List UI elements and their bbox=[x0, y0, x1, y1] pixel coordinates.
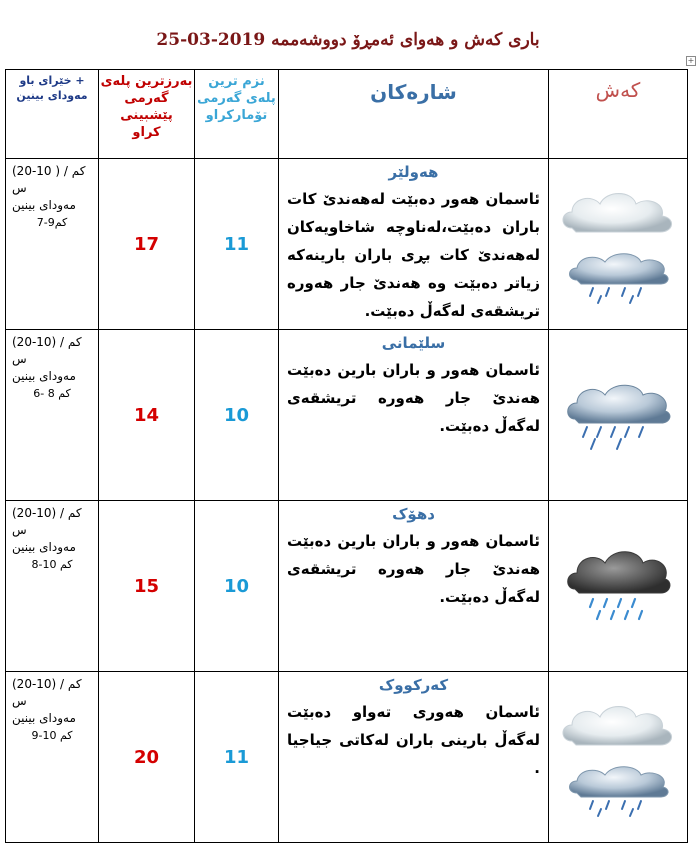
rain-cloud-icon bbox=[563, 375, 673, 455]
city-forecast-cell bbox=[279, 501, 549, 672]
table-header-row bbox=[6, 70, 688, 159]
table-row bbox=[6, 159, 688, 330]
header-min-line-3: تۆمارکراو bbox=[205, 108, 268, 123]
wind-speed: (20-10) کم /س bbox=[12, 506, 82, 537]
visibility-value: 6- 8 کم bbox=[33, 387, 71, 400]
header-max-line-2: گەرمی پێشبینی bbox=[120, 91, 173, 123]
forecast-text: ئاسمان هەوری تەواو دەبێت لەگەڵ بارینی باران لەکاتی جیاجیا . bbox=[287, 703, 540, 777]
wind-visibility-cell bbox=[6, 330, 99, 501]
header-cities: شارەکان bbox=[279, 70, 549, 159]
forecast-text: ئاسمان هەور دەبێت لەهەندێ کات باران دەبێت،لەناوچە شاخاویەکان لەهەندێ کات بڕی باران بارینەکە زیاتر دەبێت وە هەندێ جار هەورە تریشقەی لەگەڵ دەبێت. bbox=[287, 190, 540, 320]
header-max-temp bbox=[99, 70, 195, 159]
header-min-line-2: پلەی گەرمی bbox=[197, 91, 276, 106]
condition-icons-cell bbox=[549, 330, 688, 501]
wind-speed: (20-10) کم /س bbox=[12, 335, 82, 366]
wind-visibility-cell bbox=[6, 672, 99, 843]
max-temp-value: 17 bbox=[99, 159, 195, 330]
city-forecast-cell bbox=[279, 330, 549, 501]
min-temp-value: 11 bbox=[195, 672, 279, 843]
min-temp-value: 10 bbox=[195, 501, 279, 672]
visibility-value: 7-9کم bbox=[36, 216, 68, 229]
city-forecast-cell bbox=[279, 672, 549, 843]
rain-cloud-icon bbox=[563, 246, 673, 306]
header-max-line-1: بەرزترین پلەی bbox=[100, 74, 193, 89]
rain-cloud-icon bbox=[563, 759, 673, 819]
page-title: باری کەش و هەوای ئەمڕۆ دووشەممە 2019-03-25 bbox=[156, 30, 540, 50]
cloud-icon bbox=[558, 695, 678, 755]
visibility-value: 8-10 کم bbox=[31, 558, 73, 571]
max-temp-value: 15 bbox=[99, 501, 195, 672]
max-temp-value: 20 bbox=[99, 672, 195, 843]
table-row bbox=[6, 501, 688, 672]
forecast-text: ئاسمان هەور و باران بارین دەبێت هەندێ جار هەورە تریشقەی لەگەڵ دەبێت. bbox=[287, 532, 540, 606]
cloud-icon bbox=[558, 182, 678, 242]
condition-icons-cell bbox=[549, 159, 688, 330]
wind-speed: (20-10) کم /س bbox=[12, 677, 82, 708]
header-wind-visibility bbox=[6, 70, 99, 159]
visibility-label: مەودای بینین bbox=[12, 711, 76, 725]
visibility-label: مەودای بینین bbox=[12, 198, 76, 212]
city-name: سلێمانی bbox=[381, 334, 446, 352]
visibility-value: 9-10 کم bbox=[31, 729, 73, 742]
city-forecast-cell bbox=[279, 159, 549, 330]
min-temp-value: 11 bbox=[195, 159, 279, 330]
wind-visibility-cell bbox=[6, 159, 99, 330]
city-name: هەولێر bbox=[388, 163, 439, 181]
header-min-line-1: نزم ترین bbox=[208, 74, 265, 89]
visibility-label: مەودای بینین bbox=[12, 369, 76, 383]
wind-visibility-cell bbox=[6, 501, 99, 672]
condition-icons-cell bbox=[549, 501, 688, 672]
city-name: دهۆک bbox=[392, 505, 435, 523]
wind-speed: (20-10 ) کم /س bbox=[12, 164, 86, 195]
table-move-handle-icon[interactable]: + bbox=[687, 56, 695, 65]
header-condition: کەش bbox=[549, 70, 688, 159]
max-temp-value: 14 bbox=[99, 330, 195, 501]
header-wind-line-2: مەودای بینین bbox=[16, 89, 88, 102]
header-min-temp bbox=[195, 70, 279, 159]
city-name: کەرکووک bbox=[378, 676, 449, 694]
condition-icons-cell bbox=[549, 672, 688, 843]
table-row bbox=[6, 672, 688, 843]
header-wind-line-1: خێرای باو + bbox=[19, 74, 85, 87]
forecast-text: ئاسمان هەور و باران بارین دەبێت هەندێ جار هەورە تریشقەی لەگەڵ دەبێت. bbox=[287, 361, 540, 435]
min-temp-value: 10 bbox=[195, 330, 279, 501]
storm-cloud-icon bbox=[563, 543, 673, 629]
weather-table bbox=[5, 69, 688, 843]
visibility-label: مەودای بینین bbox=[12, 540, 76, 554]
header-max-line-3: کراو bbox=[132, 125, 161, 140]
table-row bbox=[6, 330, 688, 501]
